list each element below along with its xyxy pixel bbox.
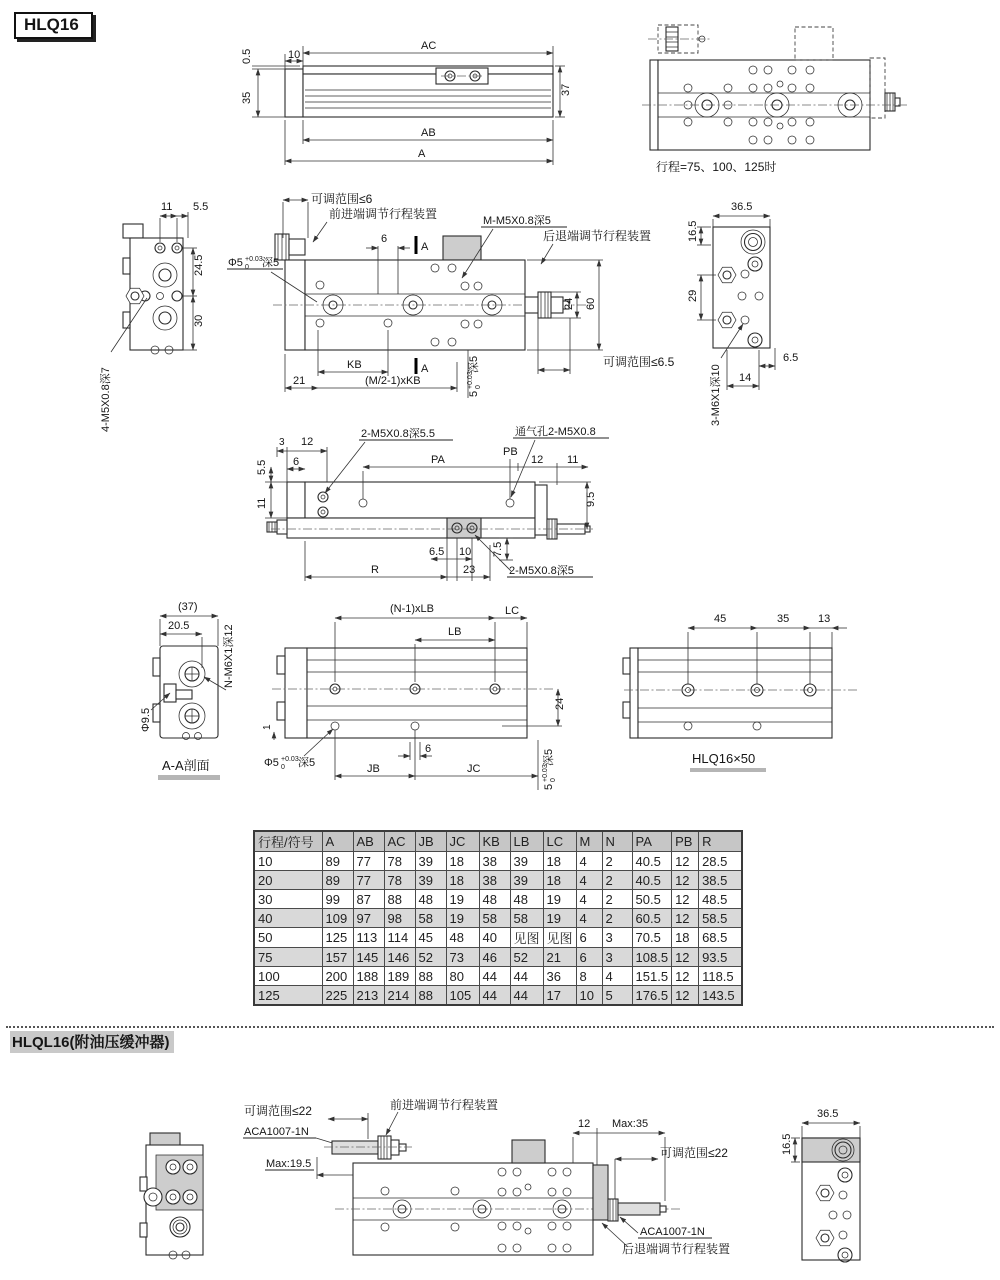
table-cell: 87 [353,890,384,909]
table-cell: 78 [384,871,415,890]
dim-label: KB [347,359,362,371]
table-cell: 60.5 [632,909,672,928]
table-cell: 4 [576,871,602,890]
dim-label: 11 [161,201,173,213]
column-header: AB [353,831,384,852]
dim-label: JC [467,763,481,775]
dim-label: AC [421,40,437,52]
table-cell: 58 [510,909,543,928]
table-cell: 80 [446,967,479,986]
table-cell: 12 [672,967,699,986]
svg-text:深5: 深5 [298,757,316,769]
dim-label: 12 [578,1118,591,1130]
thread-label: 4-M5X0.8深7 [100,367,112,432]
table-cell: 189 [384,967,415,986]
dim-label: (37) [178,601,198,613]
table-cell: 52 [415,948,446,967]
table-cell: 214 [384,986,415,1006]
table-cell: 10 [576,986,602,1006]
table-cell: 145 [353,948,384,967]
thread-label: 2-M5X0.8深5.5 [361,428,435,440]
drawing-section-aa [140,598,265,790]
table-cell: 36 [543,967,576,986]
table-cell: 40 [479,928,510,948]
drawing-hlql16-left-end [138,1115,243,1280]
table-cell: 200 [322,967,353,986]
table-cell: 176.5 [632,986,672,1006]
buffer-model-label: ACA1007-1N [244,1126,309,1138]
dim-label: 16.5 [687,220,699,242]
dim-label: LB [448,626,462,638]
drawing-plan-view-long-stroke [640,15,995,177]
table-cell: 157 [322,948,353,967]
svg-text:深5: 深5 [543,748,555,766]
column-header: KB [479,831,510,852]
svg-text:+0.03: +0.03 [542,764,549,782]
dim-label: 16.5 [781,1133,793,1155]
left-end-body [123,224,183,354]
table-cell: 38 [479,852,510,871]
table-row [254,871,742,890]
dim-label: 24 [554,697,566,710]
dim-label: 5.5 [256,459,268,475]
rear-adjuster-label: 后退端调节行程装置 [543,229,652,243]
section-caption: A-A剖面 [162,758,210,773]
table-cell: 21 [543,948,576,967]
drawing-hlql16-right-end [745,1105,940,1280]
adjust-range-front-label: 可调范围≤22 [244,1104,312,1118]
table-cell: 17 [543,986,576,1006]
table-cell: 88 [415,986,446,1006]
rear-adjuster-label: 后退端调节行程装置 [622,1242,731,1256]
svg-text:+0.03: +0.03 [281,756,299,763]
table-cell: 8 [576,967,602,986]
dim-label: 6 [425,743,432,755]
drawing-bottom-view [253,425,618,597]
dim-label: 6.5 [429,546,445,558]
dim-label: 6 [381,233,388,245]
dim-label: 10 [288,49,301,61]
drawing-left-end-view [95,200,230,435]
table-cell: 45 [415,928,446,948]
table-cell: 88 [415,967,446,986]
thread-m-label: M-M5X0.8深5 [483,215,551,227]
table-cell: 97 [353,909,384,928]
dim-label: A [418,148,426,160]
dim-label: 60 [585,297,597,310]
table-cell: 19 [446,909,479,928]
table-cell: 30 [254,890,322,909]
table-cell: 2 [602,852,632,871]
table-row [254,967,742,986]
hlql16-right-end-body [802,1138,860,1262]
section-aa-body [153,646,218,740]
model-label: HLQ16 [14,12,93,39]
svg-text:5: 5 [468,390,480,397]
table-cell: 4 [576,890,602,909]
dim-label: 1 [262,724,273,730]
slide-plate-body [272,648,554,738]
table-cell: 93.5 [699,948,742,967]
table-cell: 99 [322,890,353,909]
dim-label: 36.5 [817,1108,839,1120]
section-divider [6,1026,994,1028]
hole-tolerance-label-rotated [542,749,557,790]
table-cell: 44 [479,986,510,1006]
svg-text:0: 0 [550,778,557,782]
dim-label: PA [431,454,445,466]
table-cell: 58.5 [699,909,742,928]
table-cell: 113 [353,928,384,948]
table-cell: 见图 [543,928,576,948]
table-cell: 100 [254,967,322,986]
dim-label: 35 [777,613,790,625]
table-cell: 39 [415,871,446,890]
table-cell: 44 [510,967,543,986]
dim-label: Φ9.5 [140,707,152,732]
column-header: JC [446,831,479,852]
dim-label: 21 [293,375,306,387]
dim-label: (N-1)xLB [390,603,435,615]
column-header: PB [672,831,699,852]
hlql16-body [324,1136,680,1255]
table-cell: 46 [479,948,510,967]
table-row [254,948,742,967]
dim-label: 7.5 [492,541,504,557]
table-cell: 125 [322,928,353,948]
bottom-view-body [267,482,593,539]
table-cell: 89 [322,871,353,890]
table-cell: 12 [672,890,699,909]
svg-text:深5: 深5 [468,355,480,373]
table-cell: 109 [322,909,353,928]
column-header: A [322,831,353,852]
table-cell: 39 [510,852,543,871]
dimension-table [253,830,743,1006]
table-cell: 18 [543,871,576,890]
dim-label: 5.5 [193,201,209,213]
table-cell: 18 [446,852,479,871]
adjust-range-front-label: 可调范围≤6 [311,192,373,206]
table-cell: 44 [510,986,543,1006]
table-cell: 125 [254,986,322,1006]
adjust-range-rear-label: 可调范围≤22 [660,1146,728,1160]
table-cell: 48 [479,890,510,909]
thread-label: 3-M6X1深10 [710,364,722,426]
table-cell: 188 [353,967,384,986]
svg-text:+0.03: +0.03 [467,371,474,389]
table-cell: 48.5 [699,890,742,909]
dim-label: PB [503,446,518,458]
table-cell: 18 [543,852,576,871]
hlql16-left-end-body [140,1133,203,1259]
dim-label: 36.5 [731,201,753,213]
drawing-hlq16x50-view [622,608,872,778]
buffer-model-label: ACA1007-1N [640,1226,705,1238]
table-cell: 108.5 [632,948,672,967]
table-cell: 18 [446,871,479,890]
table-cell: 28.5 [699,852,742,871]
table-cell: 50.5 [632,890,672,909]
table-cell: 48 [415,890,446,909]
table-cell: 20 [254,871,322,890]
column-header: AC [384,831,415,852]
dim-label: 6.5 [783,352,799,364]
main-view-body [273,234,590,350]
view-caption: HLQ16×50 [692,751,756,766]
table-cell: 40.5 [632,852,672,871]
table-cell: 19 [543,890,576,909]
dim-label: 13 [818,613,831,625]
adjust-range-rear-label: 可调范围≤6.5 [603,355,675,369]
table-cell: 58 [415,909,446,928]
dim-label: 10 [459,546,472,558]
column-header: LC [543,831,576,852]
table-cell: 105 [446,986,479,1006]
svg-text:Φ5: Φ5 [264,757,279,769]
drawing-main-side-view [225,182,685,422]
table-row [254,986,742,1006]
table-cell: 12 [672,986,699,1006]
column-header: JB [415,831,446,852]
table-cell: 2 [602,909,632,928]
dim-label: AB [421,127,436,139]
column-header: M [576,831,602,852]
table-cell: 38 [479,871,510,890]
dim-label: 0.5 [241,48,253,64]
table-cell: 12 [672,852,699,871]
dim-label: LC [505,605,520,617]
dim-label: 12 [301,436,314,448]
dim-label: JB [367,763,380,775]
table-cell: 3 [602,948,632,967]
table-cell: 58 [479,909,510,928]
table-cell: 89 [322,852,353,871]
table-cell: 50 [254,928,322,948]
table-cell: 见图 [510,928,543,948]
plan-view-body [642,25,908,150]
dim-label: (M/2-1)xKB [365,375,421,387]
dim-label: 20.5 [168,620,190,632]
max-adjust-label: Max:19.5 [266,1158,312,1170]
table-cell: 78 [384,852,415,871]
dim-label: 30 [193,314,205,327]
drawing-side-profile [238,28,578,173]
dim-label: 3 [279,437,285,448]
table-cell: 12 [672,948,699,967]
svg-text:0: 0 [475,385,482,389]
table-cell: 143.5 [699,986,742,1006]
table-cell: 38.5 [699,871,742,890]
section-marker: A [421,363,429,375]
dim-label: 11 [567,454,579,466]
table-cell: 18 [672,928,699,948]
table-cell: 4 [602,967,632,986]
table-cell: 10 [254,852,322,871]
table-cell: 77 [353,871,384,890]
table-cell: 19 [543,909,576,928]
table-cell: 48 [510,890,543,909]
table-cell: 151.5 [632,967,672,986]
thread-label: N-M6X1深12 [223,624,235,688]
svg-text:5: 5 [543,783,555,790]
table-cell: 118.5 [699,967,742,986]
column-header: N [602,831,632,852]
table-cell: 2 [602,871,632,890]
table-cell: 73 [446,948,479,967]
thread-label: 2-M5X0.8深5 [509,565,574,577]
front-adjuster-label: 前进端调节行程装置 [390,1098,499,1112]
svg-text:Φ5: Φ5 [228,257,243,269]
dim-label: 6 [293,456,300,468]
table-cell: 19 [446,890,479,909]
drawing-right-end-view [685,200,820,428]
svg-text:0: 0 [281,764,285,771]
table-cell: 213 [353,986,384,1006]
section-marker: A [421,241,429,253]
column-header: 行程/符号 [254,831,322,852]
table-cell: 114 [384,928,415,948]
svg-text:+0.03: +0.03 [245,256,263,263]
column-header: R [699,831,742,852]
table-cell: 2 [602,890,632,909]
table-cell: 70.5 [632,928,672,948]
svg-text:0: 0 [245,264,249,271]
table-cell: 40 [254,909,322,928]
table-cell: 6 [576,948,602,967]
vent-label: 通气孔2-M5X0.8 [515,426,596,438]
table-cell: 4 [576,909,602,928]
right-end-body [713,227,770,348]
drawing-slide-plate-view [262,598,597,793]
max-adjust-label: Max:35 [612,1118,649,1130]
hole-tolerance-label-rotated [467,356,482,397]
table-cell: 75 [254,948,322,967]
table-row [254,928,742,948]
dim-label: 24 [563,297,575,310]
table-cell: 44 [479,967,510,986]
table-row [254,852,742,871]
hlq16x50-body [623,648,857,738]
dim-label: 37 [560,83,572,96]
table-cell: 5 [602,986,632,1006]
table-cell: 98 [384,909,415,928]
table-cell: 77 [353,852,384,871]
plan-view-caption: 行程=75、100、125时 [656,160,777,174]
table-cell: 146 [384,948,415,967]
side-profile-body [285,66,553,117]
svg-text:深5: 深5 [262,257,280,269]
table-cell: 12 [672,871,699,890]
table-row [254,909,742,928]
table-cell: 4 [576,852,602,871]
table-cell: 88 [384,890,415,909]
dim-label: 35 [241,91,253,104]
dim-label: 11 [256,497,268,509]
dim-label: 24.5 [193,254,205,276]
dim-label: R [371,564,379,576]
dim-label: 23 [463,564,476,576]
column-header: PA [632,831,672,852]
table-cell: 3 [602,928,632,948]
table-cell: 68.5 [699,928,742,948]
dim-label: 12 [531,454,544,466]
dim-label: 45 [714,613,727,625]
dim-label: 9.5 [585,491,597,507]
table-cell: 39 [415,852,446,871]
front-adjuster-label: 前进端调节行程装置 [329,207,438,221]
table-cell: 12 [672,909,699,928]
dim-label: 29 [687,289,699,302]
table-cell: 6 [576,928,602,948]
dim-label: 14 [739,372,752,384]
section2-title: HLQL16(附油压缓冲器) [10,1031,174,1053]
table-cell: 52 [510,948,543,967]
table-cell: 39 [510,871,543,890]
drawing-hlql16-main-view [240,1095,755,1280]
table-cell: 48 [446,928,479,948]
column-header: LB [510,831,543,852]
table-row [254,890,742,909]
table-cell: 40.5 [632,871,672,890]
table-cell: 225 [322,986,353,1006]
table-header-row [254,831,742,852]
